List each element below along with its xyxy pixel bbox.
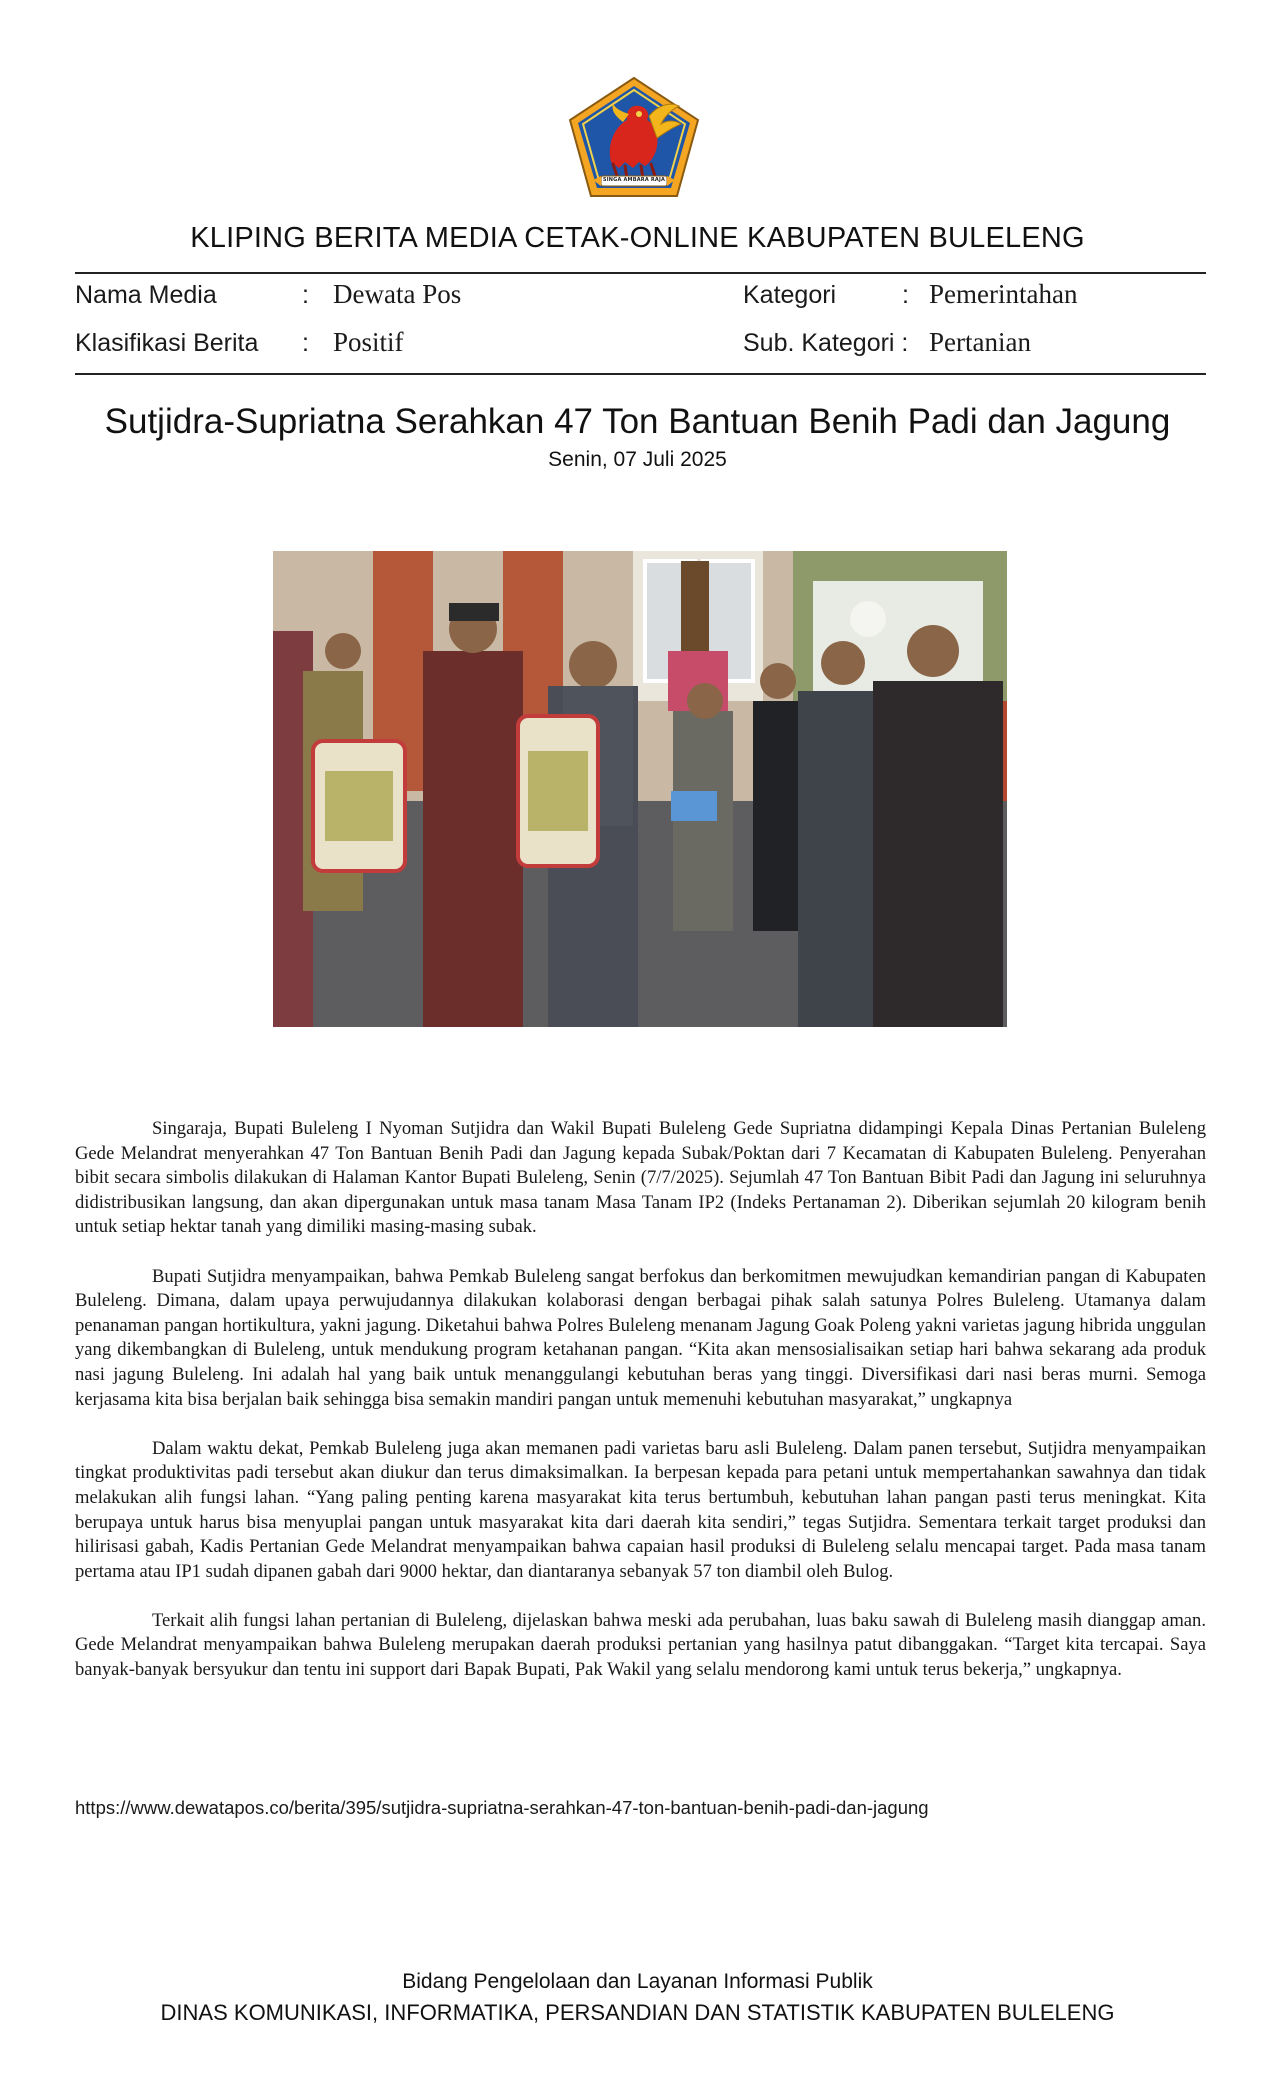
article-body bbox=[75, 1117, 1206, 1707]
footer-agency-name: DINAS KOMUNIKASI, INFORMATIKA, PERSANDIAN DAN STATISTIK KABUPATEN BULELENG bbox=[160, 2000, 1115, 2025]
crest-motto: SINGA AMBARA RAJA bbox=[602, 177, 666, 183]
media-name-colon: : bbox=[302, 281, 309, 309]
news-photo-handover-seed-bags bbox=[273, 551, 1007, 1027]
header-divider-top bbox=[75, 272, 1206, 274]
media-name-value: Dewata Pos bbox=[333, 279, 462, 309]
news-classification-label: Klasifikasi Berita bbox=[75, 329, 259, 357]
category-value: Pemerintahan bbox=[929, 279, 1078, 309]
article-title: Sutjidra-Supriatna Serahkan 47 Ton Bantuan Benih Padi dan Jagung bbox=[104, 402, 1171, 441]
news-classification-value: Positif bbox=[333, 327, 404, 357]
footer-division-name: Bidang Pengelolaan dan Layanan Informasi Publik bbox=[402, 1970, 873, 1993]
media-name-label: Nama Media bbox=[75, 281, 217, 309]
clipping-header-title: KLIPING BERITA MEDIA CETAK-ONLINE KABUPATEN BULELENG bbox=[190, 222, 1085, 254]
article-paragraph-3: Dalam waktu dekat, Pemkab Buleleng juga akan memanen padi varietas baru asli Buleleng. Dalam panen tersebut, Sutjidra menyampaikan tingkat produktivitas padi tersebut akan diukur dan terus dimaksimalkan. Ia berpesan kepada para petani untuk mempertahankan sawahnya dan tidak melakukan alih fungsi lahan. “Yang paling penting karena masyarakat kita terus bertumbuh, kebutuhan lahan pangan pasti terus meningkat. Kita berupaya untuk harus bisa menyuplai pangan untuk masyarakat kita dari daerah kita sendiri,” tegas Sutjidra. Sementara terkait target produksi dan hilirisasi gabah, Kadis Pertanian Gede Melandrat menyampaikan bahwa capaian hasil produksi di Buleleng selalu mencapai target. Pada masa tanam pertama atau IP1 sudah dipanen gabah dari 9000 hektar, dan diantaranya sebanyak 57 ton diambil oleh Bulog. bbox=[75, 1437, 1206, 1582]
category-colon: : bbox=[902, 281, 909, 309]
subcategory-value: Pertanian bbox=[929, 327, 1031, 357]
news-classification-colon: : bbox=[302, 329, 309, 357]
article-paragraph-1: Singaraja, Bupati Buleleng I Nyoman Sutjidra dan Wakil Bupati Buleleng Gede Supriatna didampingi Kepala Dinas Pertanian Buleleng Gede Melandrat menyerahkan 47 Ton Bantuan Benih Padi dan Jagung kepada Subak/Poktan dari 7 Kecamatan di Kabupaten Buleleng. Penyerahan bibit secara simbolis dilakukan di Halaman Kantor Bupati Buleleng, Senin (7/7/2025). Sejumlah 47 Ton Bantuan Bibit Padi dan Jagung ini seluruhnya didistribusikan langsung, dan akan dipergunakan untuk masa tanam Masa Tanam IP2 (Indeks Pertanaman 2). Diberikan sejumlah 20 kilogram benih untuk setiap hektar tanah yang dimiliki masing-masing subak. bbox=[75, 1118, 1206, 1238]
source-url-link[interactable]: https://www.dewatapos.co/berita/395/sutjidra-supriatna-serahkan-47-ton-bantuan-benih-padi-dan-jagung bbox=[75, 1797, 929, 1818]
header-divider-bottom bbox=[75, 373, 1206, 375]
subcategory-label: Sub. Kategori : bbox=[743, 329, 909, 357]
article-paragraph-4: Terkait alih fungsi lahan pertanian di Buleleng, dijelaskan bahwa meski ada perubahan, luas baku sawah di Buleleng masih dianggap aman. Gede Melandrat menyampaikan bahwa Buleleng merupakan daerah produksi pertanian yang hasilnya patut dibanggakan. “Target kita tercapai. Saya banyak-banyak bersyukur dan tentu ini support dari Bapak Bupati, Pak Wakil yang selalu mendorong kami untuk terus bekerja,” ungkapnya. bbox=[75, 1609, 1206, 1681]
category-label: Kategori bbox=[743, 281, 837, 309]
article-date: Senin, 07 Juli 2025 bbox=[548, 448, 727, 471]
article-paragraph-2: Bupati Sutjidra menyampaikan, bahwa Pemkab Buleleng sangat berfokus dan berkomitmen mewujudkan kemandirian pangan di Kabupaten Buleleng. Dimana, dalam upaya perwujudannya dilakukan kolaborasi dengan berbagai pihak salah satunya Polres Buleleng. Utamanya dalam penanaman pangan hortikultura, yakni jagung. Diketahui bahwa Polres Buleleng menanam Jagung Goak Poleng yakni varietas jagung hibrida unggulan yang dikembangkan di Buleleng, untuk mendukung program ketahanan pangan. “Kita akan mensosialisaikan setiap hari bahwa sekarang ada produk nasi jagung Buleleng. Ini adalah hal yang baik untuk menanggulangi kebutuhan beras yang tinggi. Diversifikasi dari nasi beras murni. Semoga kerjasama kita bisa berjalan baik sehingga bisa semakin mandiri pangan untuk memenuhi kebutuhan masyarakat,” ungkapnya bbox=[75, 1265, 1206, 1410]
